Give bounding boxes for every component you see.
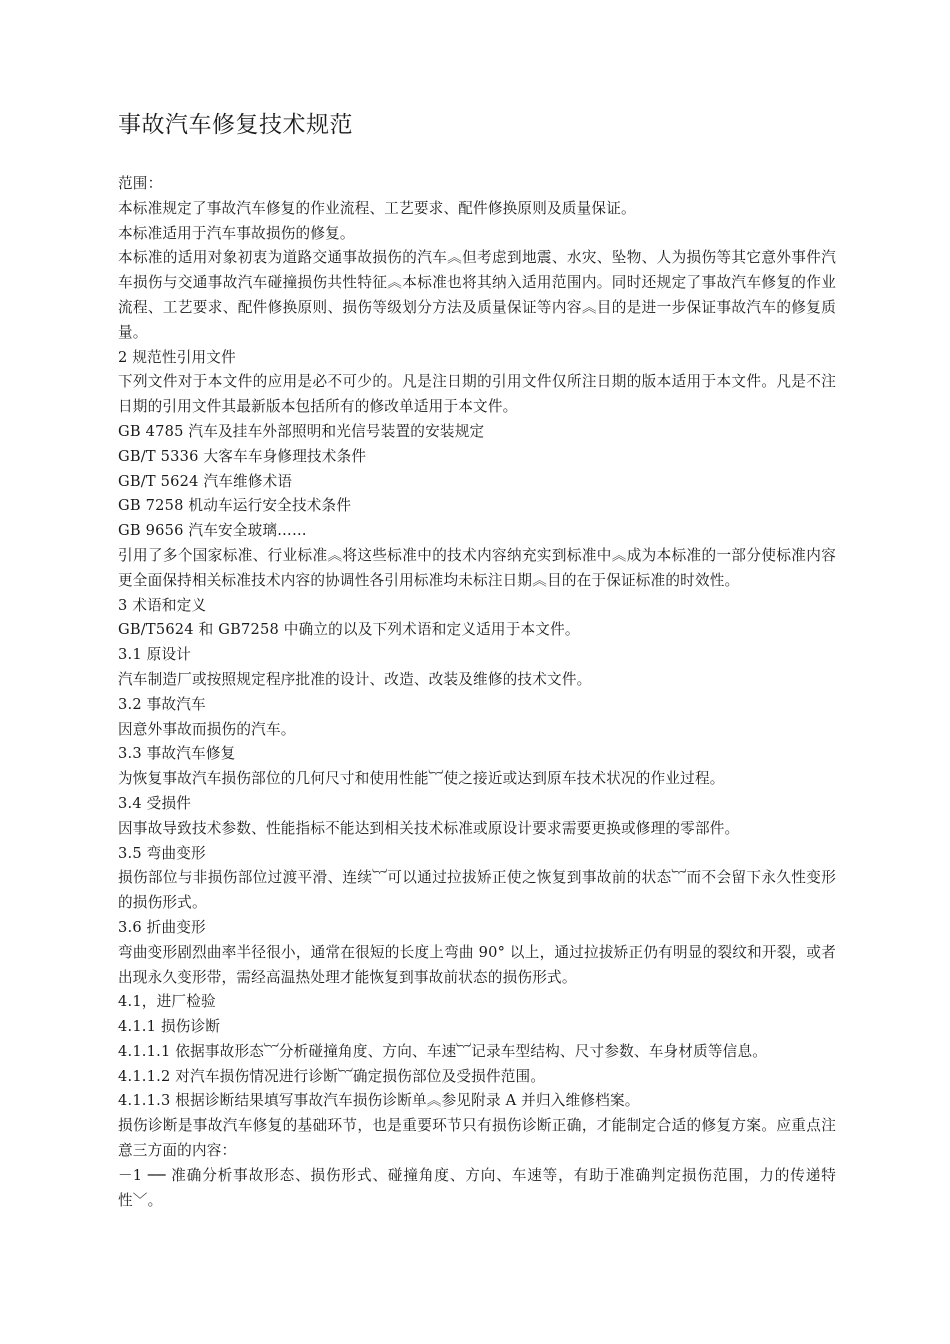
section-heading: 4.1，进厂检验 (118, 993, 216, 1011)
term-definition: 损伤部位与非损伤部位过渡平滑、连续︸可以通过拉拔矫正使之恢复到事故前的状态︸而不会留下永久性变形的损伤形式。 (118, 869, 836, 912)
reference-item: GB 7258 机动车运行安全技术条件 (118, 497, 352, 515)
term-definition: 为恢复事故汽车损伤部位的几何尺寸和使用性能︸使之接近或达到原车技术状况的作业过程。 (118, 770, 725, 788)
term-heading: 3.2 事故汽车 (118, 695, 206, 713)
clause-item: 4.1.1.1 依据事故形态︸分析碰撞角度、方向、车速︸记录车型结构、尺寸参数、车身材质等信息。 (118, 1042, 768, 1060)
paragraph: 引用了多个国家标准、行业标准︽将这些标准中的技术内容纳充实到标准中︽成为本标准的一部分使标准内容更全面保持相关标准技术内容的协调性各引用标准均未标注日期︽目的在于保证标准的时效性。 (118, 546, 836, 589)
section-heading: 3 术语和定义 (118, 596, 207, 614)
paragraph: 本标准适用于汽车事故损伤的修复。 (118, 224, 355, 242)
paragraph: 本标准规定了事故汽车修复的作业流程、工艺要求、配件修换原则及质量保证。 (118, 199, 636, 217)
term-definition: 因事故导致技术参数、性能指标不能达到相关技术标准或原设计要求需要更换或修理的零部件。 (118, 819, 740, 837)
document-page (118, 108, 836, 1213)
term-heading: 3.5 弯曲变形 (118, 844, 206, 862)
paragraph-scope-heading: 范围： (118, 175, 163, 192)
term-heading: 3.3 事故汽车修复 (118, 745, 236, 763)
reference-item: GB/T 5624 汽车维修术语 (118, 472, 293, 490)
clause-item: 4.1.1.3 根据诊断结果填写事故汽车损伤诊断单︽参见附录 A 并归入维修档案。 (118, 1092, 640, 1110)
document-title: 事故汽车修复技术规范 (118, 112, 353, 138)
list-item: －1 ── 准确分析事故形态、损伤形式、碰撞角度、方向、车速等，有助于准确判定损伤范围，力的传递特性﹀。 (118, 1166, 836, 1209)
section-heading: 2 规范性引用文件 (118, 348, 236, 366)
term-definition: 弯曲变形剧烈曲率半径很小，通常在很短的长度上弯曲 90° 以上，通过拉拔矫正仍有明显的裂纹和开裂，或者出现永久变形带，需经高温热处理才能恢复到事故前状态的损伤形式。 (118, 943, 836, 986)
reference-item: GB 4785 汽车及挂车外部照明和光信号装置的安装规定 (118, 422, 485, 440)
paragraph: GB/T5624 和 GB7258 中确立的以及下列术语和定义适用于本文件。 (118, 621, 580, 639)
term-definition: 因意外事故而损伤的汽车。 (118, 720, 296, 738)
document-body (118, 172, 836, 1213)
clause-item: 4.1.1.2 对汽车损伤情况进行诊断︸确定损伤部位及受损件范围。 (118, 1067, 546, 1085)
term-definition: 汽车制造厂或按照规定程序批准的设计、改造、改装及维修的技术文件。 (118, 670, 592, 688)
term-heading: 3.1 原设计 (118, 646, 192, 664)
paragraph: 下列文件对于本文件的应用是必不可少的。凡是注日期的引用文件仅所注日期的版本适用于本文件。凡是不注日期的引用文件其最新版本包括所有的修改单适用于本文件。 (118, 373, 836, 416)
term-heading: 3.6 折曲变形 (118, 918, 206, 936)
subsection-heading: 4.1.1 损伤诊断 (118, 1018, 221, 1036)
paragraph: 本标准的适用对象初衷为道路交通事故损伤的汽车︽但考虑到地震、水灾、坠物、人为损伤等其它意外事件汽车损伤与交通事故汽车碰撞损伤共性特征︽本标准也将其纳入适用范围内。同时还规定了事故汽车修复的作业流程、工艺要求、配件修换原则、损伤等级划分方法及质量保证等内容︽目的是进一步保证事故汽车的修复质量。 (118, 249, 836, 341)
reference-item: GB/T 5336 大客车车身修理技术条件 (118, 447, 367, 465)
term-heading: 3.4 受损件 (118, 794, 192, 812)
paragraph: 损伤诊断是事故汽车修复的基础环节，也是重要环节只有损伤诊断正确，才能制定合适的修复方案。应重点注意三方面的内容： (118, 1117, 836, 1160)
reference-item: GB 9656 汽车安全玻璃…… (118, 522, 307, 540)
